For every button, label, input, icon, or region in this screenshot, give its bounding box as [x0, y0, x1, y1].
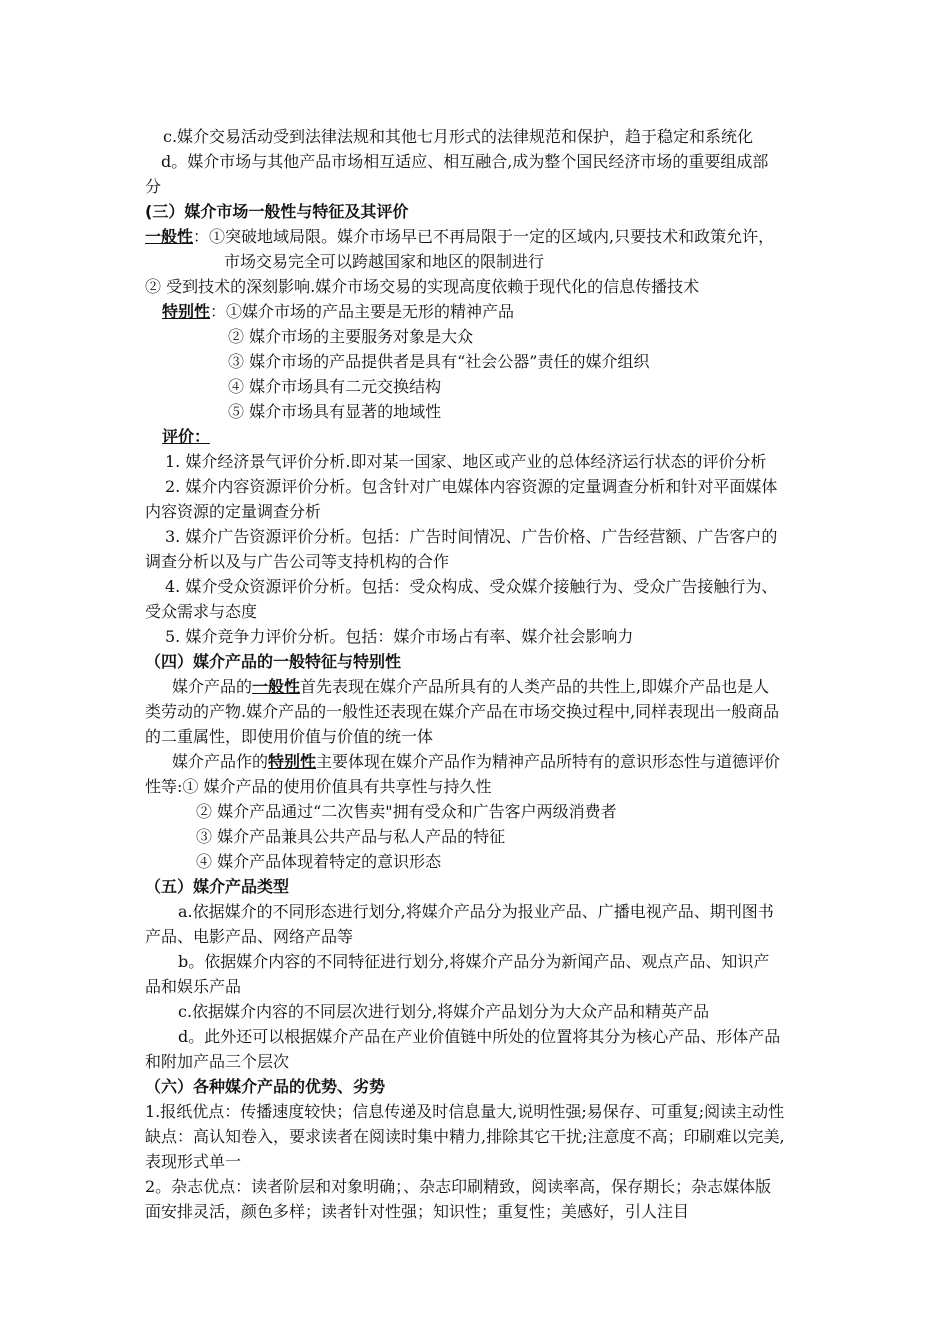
line-28: ② 媒介产品通过“二次售卖"拥有受众和广告客户两级消费者 — [196, 802, 617, 821]
line-26 — [172, 749, 825, 774]
line-19: 4. 媒介受众资源评价分析。包括：受众构成、受众媒介接触行为、受众广告接触行为、 — [165, 577, 778, 596]
line-09: ② 媒介市场的主要服务对象是大众 — [228, 327, 474, 346]
line-25: 的二重属性，即使用价值与价值的统一体 — [145, 727, 434, 746]
line-33: 产品、电影产品、网络产品等 — [145, 927, 354, 946]
generality-label: 一般性 — [145, 227, 194, 246]
product-generality-label: 一般性 — [252, 677, 301, 696]
line-26-pre: 媒介产品作的 — [172, 752, 269, 771]
line-02: d。媒介市场与其他产品市场相互适应、相互融合,成为整个国民经济市场的重要组成部 — [161, 152, 769, 171]
line-44: 面安排灵活，颜色多样；读者针对性强；知识性；重复性；美感好，引人注目 — [145, 1202, 690, 1221]
line-18: 调查分析以及与广告公司等支持机构的合作 — [145, 552, 450, 571]
line-06: 市场交易完全可以跨越国家和地区的限制进行 — [224, 252, 545, 271]
line-43: 2。杂志优点：读者阶层和对象明确；、杂志印刷精致，阅读率高，保存期长；杂志媒体版 — [145, 1177, 772, 1196]
line-40: 1.报纸优点：传播速度较快；信息传递及时信息量大,说明性强;易保存、可重复;阅读主动性 — [145, 1102, 785, 1121]
line-26-text: 主要体现在媒介产品作为精神产品所特有的意识形态性与道德评价 — [316, 752, 781, 771]
line-37: d。此外还可以根据媒介产品在产业价值链中所处的位置将其分为核心产品、形体产品 — [178, 1027, 781, 1046]
line-03: 分 — [145, 177, 162, 196]
line-07: ② 受到技术的深刻影响.媒介市场交易的实现高度依赖于现代化的信息传播技术 — [145, 277, 700, 296]
line-10: ③ 媒介市场的产品提供者是具有“社会公器”责任的媒介组织 — [228, 352, 650, 371]
line-14: 1. 媒介经济景气评价分析.即对某一国家、地区或产业的总体经济运行状态的评价分析 — [165, 452, 767, 471]
line-20: 受众需求与态度 — [145, 602, 258, 621]
line-38: 和附加产品三个层次 — [145, 1052, 290, 1071]
line-35: 品和娱乐产品 — [145, 977, 242, 996]
line-36: c.依据媒介内容的不同层次进行划分,将媒介产品划分为大众产品和精英产品 — [178, 1002, 710, 1021]
line-15: 2. 媒介内容资源评价分析。包含针对广电媒体内容资源的定量调查分析和针对平面媒体 — [165, 477, 778, 496]
section-5-heading: （五）媒介产品类型 — [145, 877, 290, 896]
section-3-heading: (三）媒介市场一般性与特征及其评价 — [145, 202, 409, 221]
section-4-heading: （四）媒介产品的一般特征与特别性 — [145, 652, 402, 671]
line-41: 缺点：高认知卷入，要求读者在阅读时集中精力,排除其它干扰;注意度不高；印刷难以完美, — [145, 1127, 785, 1146]
line-30: ④ 媒介产品体现着特定的意识形态 — [196, 852, 442, 871]
line-12: ⑤ 媒介市场具有显著的地域性 — [228, 402, 442, 421]
evaluation-label: 评价： — [162, 427, 211, 446]
speciality-label: 特别性 — [162, 302, 211, 321]
line-05-text: ：①突破地域局限。媒介市场早已不再局限于一定的区域内,只要技术和政策允许， — [193, 227, 775, 246]
line-16: 内容资源的定量调查分析 — [145, 502, 322, 521]
product-speciality-label: 特别性 — [268, 752, 317, 771]
line-01: c.媒介交易活动受到法律法规和其他七月形式的法律规范和保护，趋于稳定和系统化 — [163, 127, 754, 146]
section-6-heading: （六）各种媒介产品的优势、劣势 — [145, 1077, 386, 1096]
line-23-text: 首先表现在媒介产品所具有的人类产品的共性上,即媒介产品也是人 — [300, 677, 770, 696]
line-27: 性等:① 媒介产品的使用价值具有共享性与持久性 — [145, 777, 492, 796]
line-23 — [172, 674, 825, 699]
line-29: ③ 媒介产品兼具公共产品与私人产品的特征 — [196, 827, 506, 846]
line-42: 表现形式单一 — [145, 1152, 242, 1171]
line-32: a.依据媒介的不同形态进行划分,将媒介产品分为报业产品、广播电视产品、期刊图书 — [178, 902, 774, 921]
line-17: 3. 媒介广告资源评价分析。包括：广告时间情况、广告价格、广告经营额、广告客户的 — [165, 527, 778, 546]
line-08-text: ：①媒介市场的产品主要是无形的精神产品 — [210, 302, 515, 321]
line-08 — [162, 299, 822, 324]
line-34: b。依据媒介内容的不同特征进行划分,将媒介产品分为新闻产品、观点产品、知识产 — [178, 952, 770, 971]
line-11: ④ 媒介市场具有二元交换结构 — [228, 377, 442, 396]
line-21: 5. 媒介竞争力评价分析。包括：媒介市场占有率、媒介社会影响力 — [165, 627, 634, 646]
line-24: 类劳动的产物.媒介产品的一般性还表现在媒介产品在市场交换过程中,同样表现出一般商品 — [145, 702, 780, 721]
line-13 — [162, 424, 462, 449]
line-05 — [145, 224, 825, 249]
line-23-pre: 媒介产品的 — [172, 677, 253, 696]
